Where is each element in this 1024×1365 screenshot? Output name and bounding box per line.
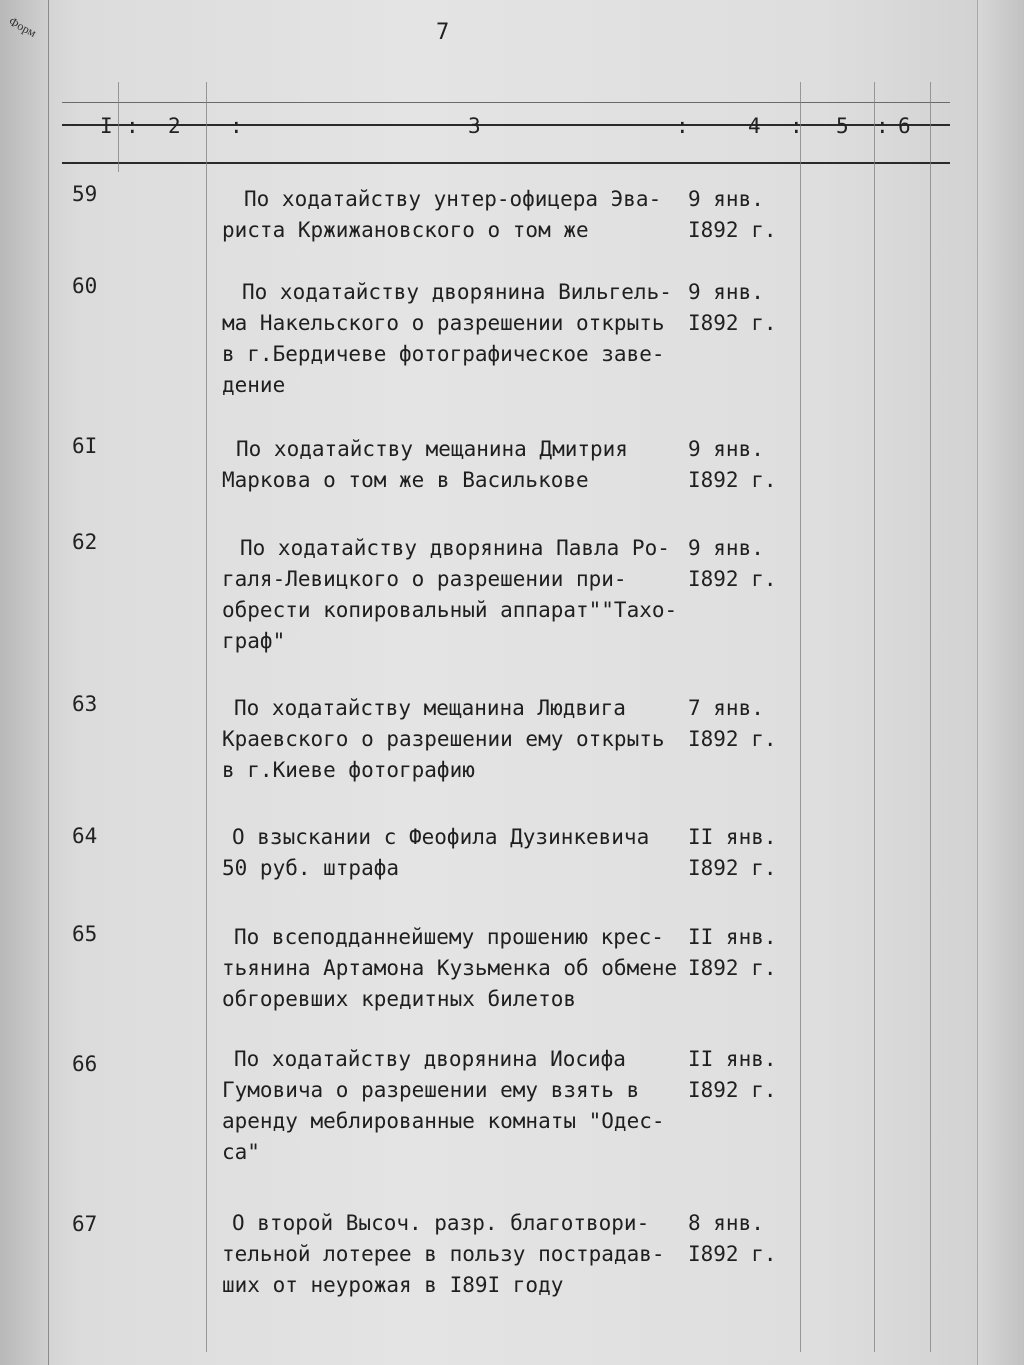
row-date	[688, 822, 777, 884]
header-separator: :	[790, 114, 803, 138]
row-number: 6I	[72, 434, 98, 458]
row-date	[688, 434, 777, 496]
row-line: Маркова о том же в Василькове	[222, 468, 589, 492]
column-divider	[206, 82, 207, 1352]
date-line: I892 г.	[688, 727, 777, 751]
row-date	[688, 922, 777, 984]
column-divider	[118, 82, 119, 172]
row-description	[222, 693, 692, 786]
row-line: По ходатайству унтер-офицера Эва-	[244, 187, 662, 211]
row-line: 50 руб. штрафа	[222, 856, 400, 880]
row-number: 63	[72, 692, 98, 716]
row-date	[688, 693, 777, 755]
row-number: 67	[72, 1212, 98, 1236]
header-separator: :	[676, 114, 689, 138]
row-line: По ходатайству дворянина Павла Ро-	[240, 536, 670, 560]
date-line: I892 г.	[688, 1078, 777, 1102]
row-line: О второй Высоч. разр. благотвори-	[232, 1211, 650, 1235]
row-line: По ходатайству дворянина Вильгель-	[242, 280, 672, 304]
row-line: са"	[222, 1140, 260, 1164]
row-date	[688, 1208, 777, 1270]
row-line: О взыскании с Феофила Дузинкевича	[232, 825, 650, 849]
underlying-page-edge-left	[0, 0, 49, 1365]
row-date	[688, 533, 777, 595]
date-line: 9 янв.	[688, 187, 764, 211]
row-line: тьянина Артамона Кузьменка об обмене	[222, 956, 678, 980]
row-number: 66	[72, 1052, 98, 1076]
row-line: По ходатайству дворянина Иосифа	[234, 1047, 626, 1071]
row-date	[688, 184, 777, 246]
row-number: 60	[72, 274, 98, 298]
header-separator: :	[230, 114, 243, 138]
header-upper-rule	[62, 124, 950, 126]
header-col-3: 3	[468, 114, 481, 138]
row-line: По всеподданнейшему прошению крес-	[234, 925, 664, 949]
header-lower-rule	[62, 162, 950, 164]
row-line: дение	[222, 373, 286, 397]
header-col-1: I	[100, 114, 113, 138]
row-number: 65	[72, 922, 98, 946]
header-col-5: 5	[836, 114, 849, 138]
date-line: I892 г.	[688, 218, 777, 242]
date-line: I892 г.	[688, 468, 777, 492]
date-line: 7 янв.	[688, 696, 764, 720]
row-number: 64	[72, 824, 98, 848]
row-line: в г.Киеве фотографию	[222, 758, 475, 782]
row-line: в г.Бердичеве фотографическое заве-	[222, 342, 665, 366]
column-divider	[800, 82, 801, 1352]
date-line: I892 г.	[688, 956, 777, 980]
page-number: 7	[436, 20, 450, 45]
header-col-2: 2	[168, 114, 181, 138]
row-line: ших от неурожая в I89I году	[222, 1273, 564, 1297]
row-line: Гумовича о разрешении ему взять в	[222, 1078, 640, 1102]
row-description	[222, 922, 692, 1015]
date-line: II янв.	[688, 825, 777, 849]
row-date	[688, 1044, 777, 1106]
header-col-6: 6	[898, 114, 911, 138]
row-line: граф"	[222, 629, 286, 653]
column-divider	[930, 82, 931, 1352]
header-col-4: 4	[748, 114, 761, 138]
row-description	[222, 1208, 692, 1301]
row-date	[688, 277, 777, 339]
date-line: 9 янв.	[688, 280, 764, 304]
header-separator: :	[126, 114, 139, 138]
date-line: 8 янв.	[688, 1211, 764, 1235]
row-line: аренду меблированные комнаты "Одес-	[222, 1109, 665, 1133]
date-line: I892 г.	[688, 856, 777, 880]
header-top-rule	[62, 102, 950, 103]
row-number: 62	[72, 530, 98, 554]
date-line: 9 янв.	[688, 536, 764, 560]
header-separator: :	[876, 114, 889, 138]
row-line: галя-Левицкого о разрешении при-	[222, 567, 627, 591]
column-divider	[874, 82, 875, 1352]
row-description	[222, 533, 692, 657]
row-description	[222, 277, 692, 401]
row-line: Краевского о разрешении ему открыть	[222, 727, 665, 751]
row-line: обрести копировальный аппарат""Тахо-	[222, 598, 678, 622]
date-line: I892 г.	[688, 311, 777, 335]
date-line: II янв.	[688, 1047, 777, 1071]
row-description	[222, 184, 692, 246]
underlying-page-edge-right	[977, 0, 1024, 1365]
date-line: I892 г.	[688, 1242, 777, 1266]
row-line: По ходатайству мещанина Людвига	[234, 696, 626, 720]
row-line: По ходатайству мещанина Дмитрия	[236, 437, 628, 461]
row-line: тельной лотерее в пользу пострадав-	[222, 1242, 665, 1266]
row-description	[222, 822, 692, 884]
row-line: обгоревших кредитных билетов	[222, 987, 577, 1011]
row-line: ма Накельского о разрешении открыть	[222, 311, 665, 335]
corner-label: Форм	[6, 14, 39, 41]
date-line: 9 янв.	[688, 437, 764, 461]
row-description	[222, 434, 692, 496]
row-number: 59	[72, 182, 98, 206]
row-line: риста Кржижановского о том же	[222, 218, 589, 242]
date-line: I892 г.	[688, 567, 777, 591]
date-line: II янв.	[688, 925, 777, 949]
row-description	[222, 1044, 692, 1168]
